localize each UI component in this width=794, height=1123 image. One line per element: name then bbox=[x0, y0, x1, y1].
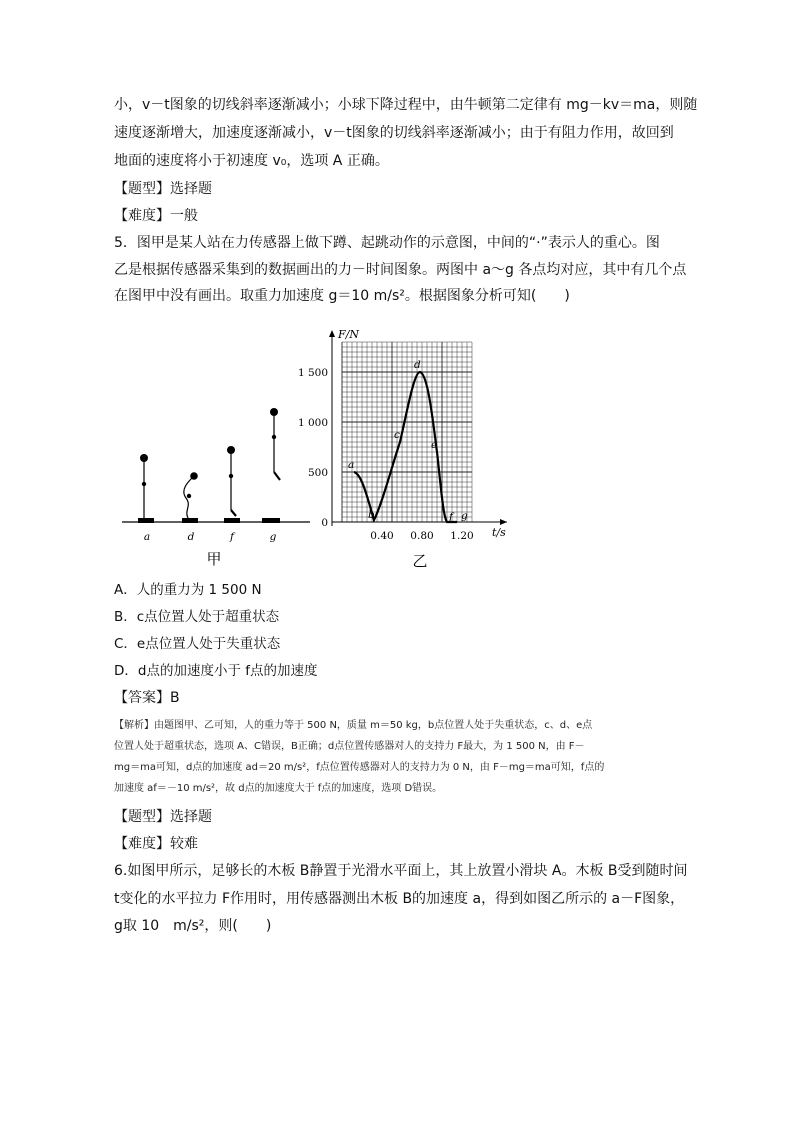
left-label-g: g bbox=[269, 531, 277, 543]
point-label-f: f bbox=[449, 511, 453, 523]
x-tick-label: 1.20 bbox=[450, 530, 474, 542]
q6-line-2: t变化的水平拉力 F作用时，用传感器测出木板 B的加速度 a，得到如图乙所示的 a－F图象， bbox=[114, 891, 685, 907]
right-caption: 乙 bbox=[412, 552, 428, 570]
q5-difficulty: 【难度】较难 bbox=[114, 836, 198, 852]
left-label-a: a bbox=[143, 531, 151, 543]
point-label-d: d bbox=[414, 359, 421, 371]
q5-type: 【题型】选择题 bbox=[114, 809, 212, 825]
q5-line-1: 5．图甲是某人站在力传感器上做下蹲、起跳动作的示意图，中间的“·”表示人的重心。图 bbox=[114, 235, 660, 251]
left-caption: 甲 bbox=[206, 550, 222, 568]
x-axis-arrow bbox=[500, 519, 507, 525]
q5-line-2: 乙是根据传感器采集到的数据画出的力－时间图象。两图中 a～g 各点均对应，其中有几个点 bbox=[114, 262, 687, 278]
y-tick-label: 1 000 bbox=[297, 417, 328, 429]
q5-option-d: D．d点的加速度小于 f点的加速度 bbox=[114, 663, 318, 679]
q5-analysis-2: 位置人处于超重状态，选项 A、C错误，B正确；d点位置传感器对人的支持力 F最大，为 1 500 N，由 F－ bbox=[114, 741, 585, 752]
q5-analysis-1: 【解析】由题图甲、乙可知，人的重力等于 500 N，质量 m＝50 kg，b点位置人处于失重状态，c、d、e点 bbox=[114, 720, 593, 731]
point-label-b: b bbox=[368, 509, 375, 521]
q5-answer: 【答案】B bbox=[114, 690, 180, 706]
y-tick-label: 1 500 bbox=[297, 367, 328, 379]
left-label-f: f bbox=[230, 531, 234, 543]
y-axis-arrow bbox=[329, 330, 335, 337]
q5-analysis-3: mg＝ma可知，d点的加速度 ad＝20 m/s²，f点位置传感器对人的支持力为 0 N，由 F－mg＝ma可知，f点的 bbox=[114, 762, 605, 773]
prev-line-1: 小，v－t图象的切线斜率逐渐减小；小球下降过程中，由牛顿第二定律有 mg－kv＝ma，则随 bbox=[114, 97, 698, 113]
prev-type: 【题型】选择题 bbox=[114, 181, 212, 197]
q5-option-b: B．c点位置人处于超重状态 bbox=[114, 609, 280, 625]
q5-line-3: 在图甲中没有画出。取重力加速度 g＝10 m/s²。根据图象分析可知( ) bbox=[114, 288, 570, 304]
figure-left bbox=[122, 408, 310, 523]
left-label-d: d bbox=[187, 531, 195, 543]
prev-line-3: 地面的速度将小于初速度 v₀，选项 A 正确。 bbox=[114, 153, 389, 169]
q5-analysis-4: 加速度 af＝－10 m/s²，故 d点的加速度大于 f点的加速度，选项 D错误。 bbox=[114, 783, 443, 794]
q6-line-3: g取 10 m/s²，则( ) bbox=[114, 918, 272, 934]
q5-option-c: C．e点位置人处于失重状态 bbox=[114, 636, 281, 652]
x-tick-label: 0.80 bbox=[410, 530, 434, 542]
point-label-c: c bbox=[394, 429, 400, 441]
point-label-e: e bbox=[431, 439, 438, 451]
prev-difficulty: 【难度】一般 bbox=[114, 208, 198, 224]
point-label-a: a bbox=[348, 459, 355, 471]
y-tick-label: 0 bbox=[321, 517, 328, 529]
q5-option-a: A．人的重力为 1 500 N bbox=[114, 582, 262, 598]
figure bbox=[114, 310, 514, 580]
x-axis-label: t/s bbox=[492, 526, 506, 539]
y-axis-label: F/N bbox=[338, 328, 359, 341]
y-tick-label: 500 bbox=[307, 467, 328, 479]
force-time-chart bbox=[298, 328, 507, 542]
q6-line-1: 6.如图甲所示，足够长的木板 B静置于光滑水平面上，其上放置小滑块 A。木板 B受到随时间 bbox=[114, 863, 688, 879]
point-label-g: g bbox=[461, 510, 468, 522]
prev-line-2: 速度逐渐增大，加速度逐渐减小，v－t图象的切线斜率逐渐减小；由于有阻力作用，故回到 bbox=[114, 125, 674, 141]
x-tick-label: 0.40 bbox=[370, 530, 394, 542]
